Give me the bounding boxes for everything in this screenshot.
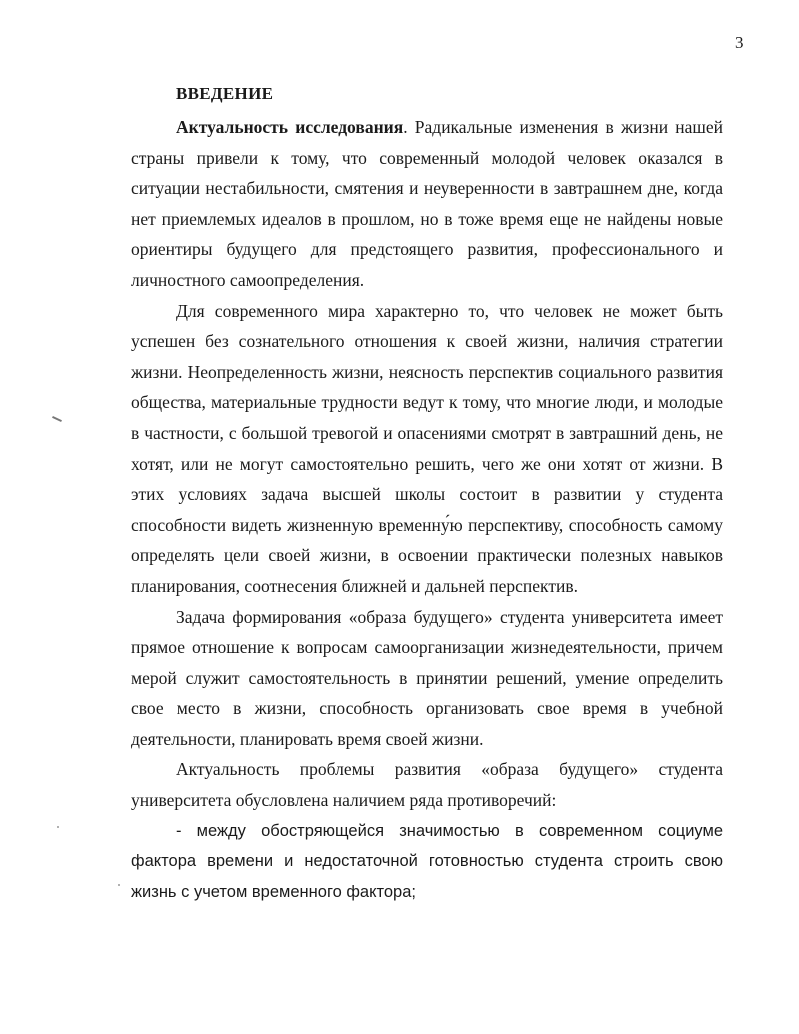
paragraph-modern-world: Для современного мира характерно то, что человек не может быть успешен без сознательного отношения к своей жизни, наличия стратегии жизни. Неопределенность жизни, неясность перспектив социального развития общества, материальные трудности ведут к тому, что многие люди, и молодые в частности, с большой тревогой и опасениями смотрят в завтрашний день, не хотят, или не могут самостоятельно решить, чего же они хотят от жизни. В этих условиях задача высшей школы состоит в развитии у студента способности видеть жизненную временну́ю перспективу, способность самому определять цели своей жизни, в освоении практически полезных навыков планирования, соотнесения ближней и дальней перспектив. [131,300,723,596]
paragraph-problem: Актуальность проблемы развития «образа будущего» студента университета обусловлена наличием ряда противоречий: [131,759,723,811]
relevance-lead: Актуальность исследования [176,117,404,137]
scan-speck [118,884,120,886]
paragraph-relevance [131,112,723,296]
scan-mark [52,416,62,422]
body-text [131,112,723,907]
scan-speck [57,826,59,828]
paragraph-contradiction-item: - между обостряющейся значимостью в современном социуме фактора времени и недостаточной готовностью студента строить свою жизнь с учетом временного фактора; [131,821,723,901]
relevance-text: . Радикальные изменения в жизни нашей страны привели к тому, что современный молодой человек оказался в ситуации нестабильности, смятения и неуверенности в завтрашнем дне, когда нет приемлемых идеалов в прошлом, но в тоже время еще не найдены новые ориентиры будущего для предстоящего развития, профессионального и личностного самоопределения. [131,117,724,290]
paragraph-task: Задача формирования «образа будущего» студента университета имеет прямое отношение к вопросам самоорганизации жизнедеятельности, причем мерой служит самостоятельность в принятии решений, умение определить свое место в жизни, способность организовать свое время в учебной деятельности, планировать время своей жизни. [131,606,723,749]
section-heading: ВВЕДЕНИЕ [176,84,274,103]
page-number: 3 [735,33,744,52]
